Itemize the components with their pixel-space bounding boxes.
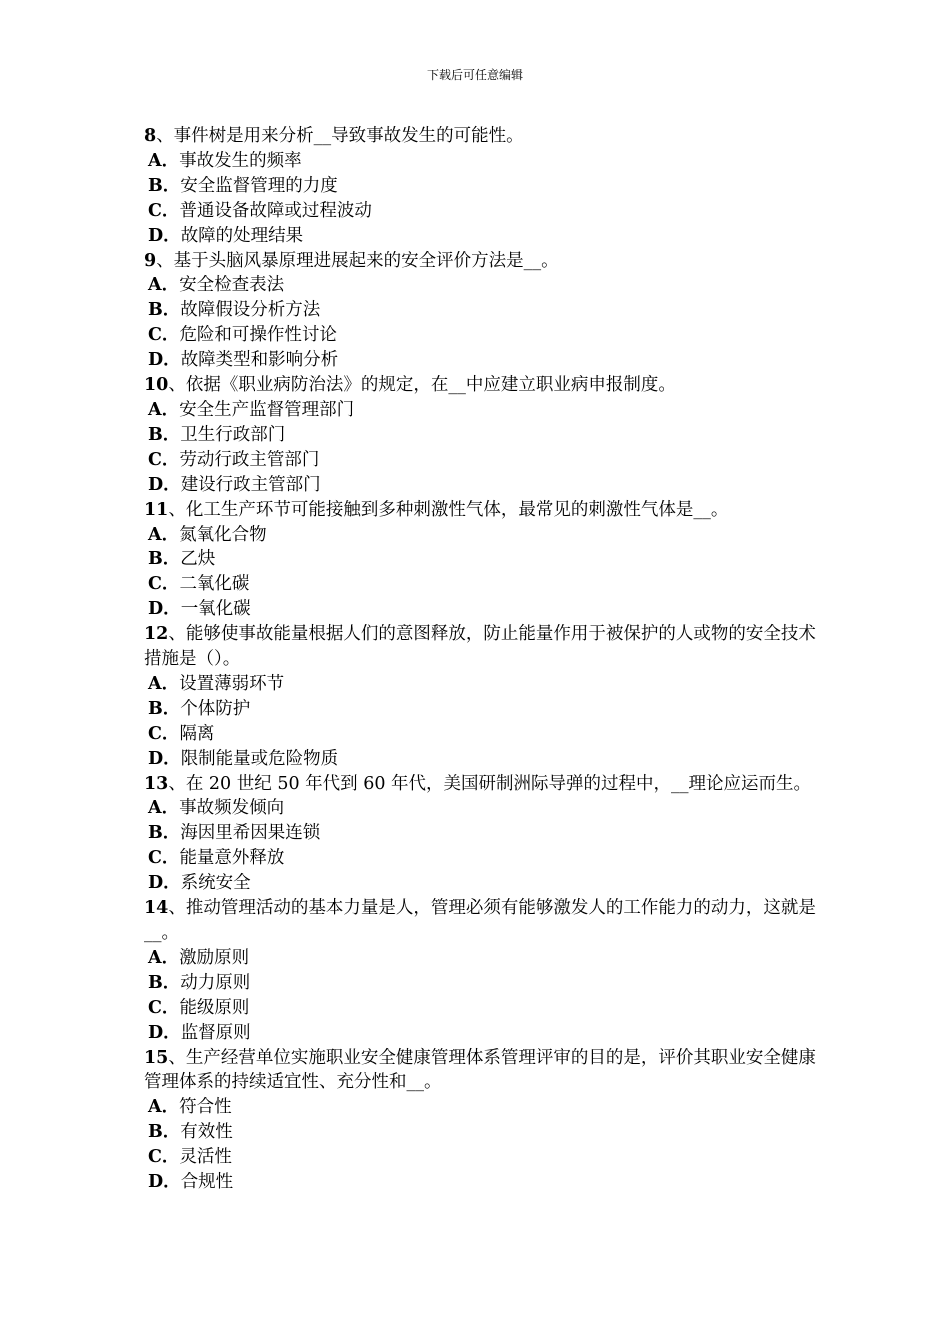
answer-option bbox=[144, 1021, 824, 1046]
answer-option bbox=[144, 846, 824, 871]
answer-option bbox=[144, 523, 824, 548]
question-block bbox=[144, 373, 824, 498]
option-text: 事故发生的频率 bbox=[179, 150, 302, 171]
question-block bbox=[144, 772, 824, 897]
option-label: A． bbox=[148, 673, 180, 694]
option-label: A． bbox=[148, 798, 180, 819]
option-text: 乙炔 bbox=[180, 549, 216, 570]
question-number: 15 bbox=[144, 1047, 169, 1068]
question-block bbox=[144, 124, 824, 249]
page-header: 下载后可任意编辑 bbox=[426, 68, 523, 82]
option-label: A． bbox=[148, 1097, 180, 1118]
option-label: C． bbox=[148, 574, 180, 595]
question-text: 、能够使事故能量根据人们的意图释放，防止能量作用于被保护的人或物的安全技术措施是（）。 bbox=[144, 624, 816, 670]
question-number: 12 bbox=[144, 624, 169, 645]
question-number: 14 bbox=[144, 898, 169, 919]
answer-option bbox=[144, 1120, 824, 1145]
answer-option bbox=[144, 547, 824, 572]
option-text: 隔离 bbox=[179, 723, 215, 744]
question-text: 、基于头脑风暴原理进展起来的安全评价方法是__。 bbox=[156, 250, 559, 271]
option-text: 合规性 bbox=[180, 1172, 234, 1193]
option-label: B． bbox=[148, 972, 181, 993]
option-text: 建设行政主管部门 bbox=[180, 474, 321, 495]
option-text: 设置薄弱环节 bbox=[179, 673, 285, 694]
answer-option bbox=[144, 149, 824, 174]
answer-option bbox=[144, 796, 824, 821]
answer-option bbox=[144, 971, 824, 996]
answer-option bbox=[144, 722, 824, 747]
question-stem bbox=[144, 124, 824, 149]
question-text: 、推动管理活动的基本力量是人，管理必须有能够激发人的工作能力的动力，这就是__。 bbox=[144, 898, 816, 943]
option-text: 海因里希因果连锁 bbox=[180, 823, 321, 844]
question-number: 13 bbox=[144, 773, 169, 794]
answer-option bbox=[144, 398, 824, 423]
answer-option bbox=[144, 996, 824, 1021]
option-label: B． bbox=[148, 823, 181, 844]
question-stem bbox=[144, 373, 824, 398]
option-text: 普通设备故障或过程波动 bbox=[179, 200, 372, 221]
answer-option bbox=[144, 273, 824, 298]
answer-option bbox=[144, 672, 824, 697]
option-text: 事故频发倾向 bbox=[179, 798, 285, 819]
question-number: 8 bbox=[144, 126, 157, 146]
option-label: D． bbox=[148, 599, 181, 620]
option-label: A． bbox=[148, 399, 180, 420]
question-text: 、事件树是用来分析__导致事故发生的可能性。 bbox=[156, 126, 524, 146]
answer-option bbox=[144, 946, 824, 971]
option-text: 能级原则 bbox=[179, 997, 250, 1018]
option-label: D． bbox=[148, 873, 181, 894]
option-text: 符合性 bbox=[179, 1097, 232, 1118]
option-label: A． bbox=[148, 150, 180, 171]
answer-option bbox=[144, 348, 824, 373]
option-label: C． bbox=[148, 325, 180, 346]
option-text: 激励原则 bbox=[179, 947, 250, 968]
option-label: B． bbox=[148, 424, 181, 445]
answer-option bbox=[144, 199, 824, 224]
answer-option bbox=[144, 1170, 824, 1195]
option-text: 氮氧化合物 bbox=[179, 524, 267, 545]
answer-option bbox=[144, 224, 824, 249]
answer-option bbox=[144, 298, 824, 323]
option-label: C． bbox=[148, 848, 180, 869]
question-stem bbox=[144, 1046, 824, 1096]
option-label: C． bbox=[148, 449, 180, 470]
option-text: 个体防护 bbox=[180, 698, 251, 719]
answer-option bbox=[144, 747, 824, 772]
answer-option bbox=[144, 323, 824, 348]
question-block bbox=[144, 498, 824, 623]
option-label: A． bbox=[148, 947, 180, 968]
option-label: C． bbox=[148, 723, 180, 744]
question-number: 11 bbox=[144, 499, 169, 520]
option-label: D． bbox=[148, 1172, 181, 1193]
option-label: B． bbox=[148, 175, 181, 196]
option-text: 安全生产监督管理部门 bbox=[179, 399, 355, 420]
option-text: 故障类型和影响分析 bbox=[180, 350, 339, 371]
option-text: 监督原则 bbox=[180, 1022, 251, 1043]
option-label: A． bbox=[148, 275, 180, 296]
question-stem bbox=[144, 896, 824, 946]
option-text: 二氧化碳 bbox=[179, 574, 250, 595]
option-text: 限制能量或危险物质 bbox=[180, 748, 339, 769]
option-label: C． bbox=[148, 200, 180, 221]
option-text: 动力原则 bbox=[180, 972, 251, 993]
option-text: 能量意外释放 bbox=[179, 848, 285, 869]
option-label: D． bbox=[148, 225, 181, 246]
option-text: 系统安全 bbox=[180, 873, 251, 894]
option-label: D． bbox=[148, 350, 181, 371]
option-label: C． bbox=[148, 997, 180, 1018]
option-text: 有效性 bbox=[180, 1122, 233, 1143]
option-text: 危险和可操作性讨论 bbox=[179, 325, 337, 346]
option-label: A． bbox=[148, 524, 180, 545]
option-text: 一氧化碳 bbox=[180, 599, 251, 620]
answer-option bbox=[144, 871, 824, 896]
option-text: 劳动行政主管部门 bbox=[179, 449, 320, 470]
answer-option bbox=[144, 473, 824, 498]
question-block bbox=[144, 622, 824, 771]
answer-option bbox=[144, 572, 824, 597]
option-text: 安全检查表法 bbox=[179, 275, 285, 296]
option-label: B． bbox=[148, 698, 181, 719]
option-text: 故障的处理结果 bbox=[180, 225, 304, 246]
question-number: 9 bbox=[144, 250, 157, 271]
option-label: B． bbox=[148, 300, 181, 321]
question-block bbox=[144, 896, 824, 1045]
question-list bbox=[144, 124, 824, 1195]
option-text: 安全监督管理的力度 bbox=[180, 175, 338, 196]
question-text: 、在 20 世纪 50 年代到 60 年代，美国研制洲际导弹的过程中，__理论应运而生。 bbox=[168, 773, 812, 794]
option-label: D． bbox=[148, 1022, 181, 1043]
question-block bbox=[144, 1046, 824, 1195]
question-stem bbox=[144, 622, 824, 672]
option-text: 卫生行政部门 bbox=[180, 424, 286, 445]
option-label: C． bbox=[148, 1147, 180, 1168]
option-text: 灵活性 bbox=[179, 1147, 232, 1168]
question-text: 、生产经营单位实施职业安全健康管理体系管理评审的目的是，评价其职业安全健康管理体系的持续适宜性、充分性和__。 bbox=[144, 1047, 816, 1093]
option-label: B． bbox=[148, 1122, 181, 1143]
question-block bbox=[144, 249, 824, 374]
question-stem bbox=[144, 249, 824, 274]
answer-option bbox=[144, 1095, 824, 1120]
answer-option bbox=[144, 448, 824, 473]
answer-option bbox=[144, 697, 824, 722]
option-label: D． bbox=[148, 748, 181, 769]
option-label: B． bbox=[148, 549, 181, 570]
option-label: D． bbox=[148, 474, 181, 495]
question-stem bbox=[144, 498, 824, 523]
option-text: 故障假设分析方法 bbox=[180, 300, 321, 321]
question-text: 、化工生产环节可能接触到多种刺激性气体，最常见的刺激性气体是__。 bbox=[168, 499, 729, 520]
answer-option bbox=[144, 1145, 824, 1170]
answer-option bbox=[144, 597, 824, 622]
answer-option bbox=[144, 174, 824, 199]
answer-option bbox=[144, 423, 824, 448]
question-number: 10 bbox=[144, 375, 169, 396]
question-text: 、依据《职业病防治法》的规定，在__中应建立职业病申报制度。 bbox=[168, 375, 676, 396]
answer-option bbox=[144, 821, 824, 846]
question-stem bbox=[144, 772, 824, 797]
